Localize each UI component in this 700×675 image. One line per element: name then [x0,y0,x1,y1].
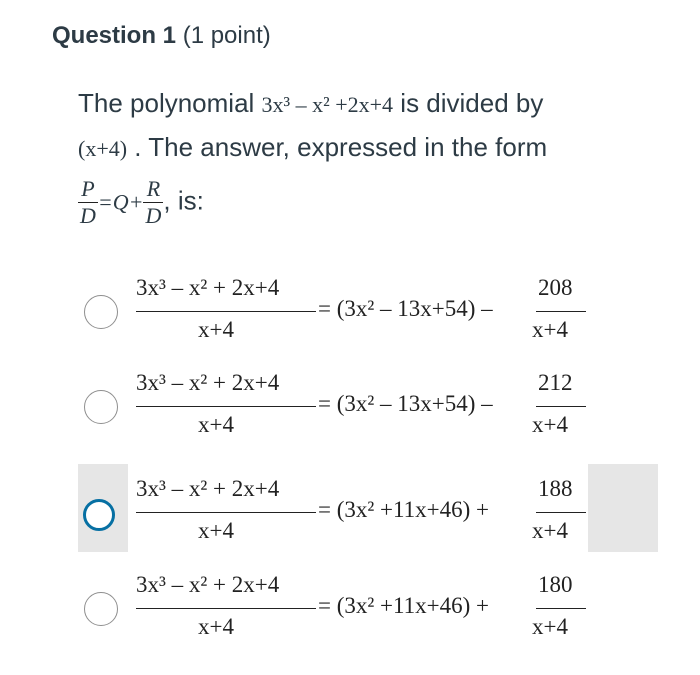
answer-option-2[interactable] [78,358,658,446]
stem-mid: is divided by [400,88,544,118]
option-quotient: = (3x² +11x+46) + [318,593,489,618]
option-remainder: 180 [538,572,573,597]
option-quotient: = (3x² – 13x+54) – [318,296,493,321]
option-equation [128,560,588,648]
question-stem-line-3 [78,176,204,229]
answer-option-1[interactable] [78,263,658,351]
stem-after: . The answer, expressed in the form [134,132,548,162]
option-remainder: 188 [538,476,573,501]
question-stem-line-1 [78,88,543,119]
question-title: Question 1 [52,22,177,49]
option-numerator: 3x³ – x² + 2x+4 [136,572,280,597]
radio-button[interactable] [84,592,118,626]
radio-button[interactable] [84,390,118,424]
option-numerator: 3x³ – x² + 2x+4 [136,370,280,395]
question-points: (1 point) [182,22,271,49]
option-denominator: x+4 [198,317,234,342]
option-remainder-denominator: x+4 [532,412,568,437]
radio-button[interactable] [84,295,118,329]
option-remainder-bar [536,608,586,609]
answer-option-3[interactable] [78,464,658,552]
divisor-expression: (x+4) [78,136,128,161]
form-mid: =Q+ [97,189,144,215]
stem-prefix: The polynomial [78,88,255,118]
option-fraction-bar [136,512,316,513]
form-d-2: D [145,203,162,228]
option-remainder-bar [536,406,586,407]
radio-button-selected[interactable] [83,499,115,531]
option-numerator: 3x³ – x² + 2x+4 [136,275,280,300]
option-fraction-bar [136,608,316,609]
option-equation [128,358,588,446]
option-remainder: 212 [538,370,573,395]
option-equation [128,263,588,351]
form-fraction-rd [143,176,163,229]
option-remainder: 208 [538,275,573,300]
option-remainder-denominator: x+4 [532,614,568,639]
option-denominator: x+4 [198,412,234,437]
option-fraction-bar [136,406,316,407]
option-numerator: 3x³ – x² + 2x+4 [136,476,280,501]
option-denominator: x+4 [198,614,234,639]
form-p: P [81,176,95,201]
form-d: D [80,203,96,228]
answer-option-4[interactable] [78,560,658,648]
stem-end: , is: [163,185,204,216]
option-denominator: x+4 [198,518,234,543]
question-stem-line-2 [78,132,547,163]
option-remainder-bar [536,311,586,312]
option-remainder-denominator: x+4 [532,317,568,342]
polynomial-expression: 3x³ – x² +2x+4 [261,92,394,117]
option-remainder-denominator: x+4 [532,518,568,543]
option-fraction-bar [136,311,316,312]
option-quotient: = (3x² – 13x+54) – [318,391,493,416]
option-remainder-bar [536,512,586,513]
option-equation [128,464,588,552]
form-fraction-pd [78,176,98,229]
form-r: R [146,176,161,201]
question-header [52,22,271,50]
option-quotient: = (3x² +11x+46) + [318,497,489,522]
